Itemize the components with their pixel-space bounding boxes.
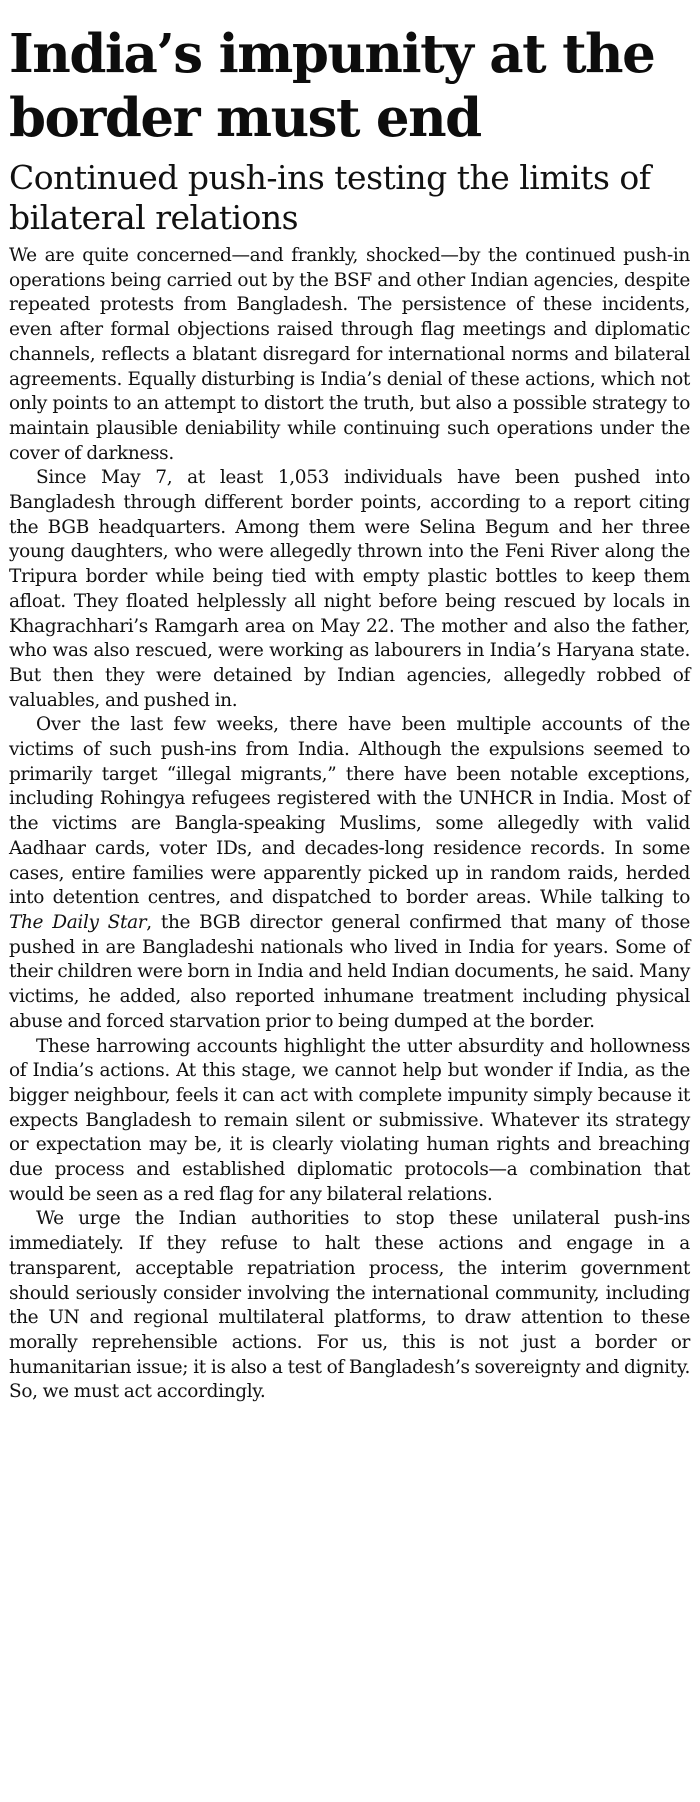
article-body bbox=[9, 244, 690, 1405]
paragraph-3-text-after: , the BGB director general confirmed that many of those pushed in are Bangladeshi nationals who lived in India for years. Some of their children were born in India and held Indian documents, he said. Many victims, he added, also reported inhumane treatment including physical abuse and forced starvation prior to being dumped at the border. bbox=[9, 911, 690, 1032]
paragraph-2: Since May 7, at least 1,053 individuals have been pushed into Bangladesh through different border points, according to a report citing the BGB headquarters. Among them were Selina Begum and her three young daughters, who were allegedly thrown into the Feni River along the Tripura border while being tied with empty plastic bottles to keep them afloat. They floated helplessly all night before being rescued by locals in Khagrachhari’s Ramgarh area on May 22. The mother and also the father, who was also rescued, were working as labourers in India’s Haryana state. But then they were detained by Indian agencies, allegedly robbed of valuables, and pushed in. bbox=[9, 467, 690, 711]
subheadline: Continued push-ins testing the limits of bilateral relations bbox=[9, 158, 651, 237]
paragraph-3-text-before: Over the last few weeks, there have been multiple accounts of the victims of such push-ins from India. Although the expulsions seemed to primarily target “illegal migrants,” there have been notable exceptions, including Rohingya refugees registered with the UNHCR in India. Most of the victims are Bangla-speaking Muslims, some allegedly with valid Aadhaar cards, voter IDs, and decades-long residence records. In some cases, entire families were apparently picked up in random raids, herded into detention centres, and dispatched to border areas. While talking to bbox=[9, 714, 690, 909]
publication-name: The Daily Star bbox=[9, 911, 147, 933]
headline: India’s impunity at the border must end bbox=[9, 23, 655, 149]
paragraph-3 bbox=[9, 713, 690, 1034]
paragraph-5: We urge the Indian authorities to stop these unilateral push-ins immediately. If they refuse to halt these actions and engage in a transparent, acceptable repatriation process, the interim government should seriously consider involving the international community, including the UN and regional multilateral platforms, to draw attention to these morally reprehensible actions. For us, this is not just a border or humanitarian issue; it is also a test of Bangladesh’s sovereignty and dignity. So, we must act accordingly. bbox=[9, 1208, 690, 1403]
paragraph-1: We are quite concerned—and frankly, shocked—by the continued push-in operations being carried out by the BSF and other Indian agencies, despite repeated protests from Bangladesh. The persistence of these incidents, even after formal objections raised through flag meetings and diplomatic channels, reflects a blatant disregard for international norms and bilateral agreements. Equally disturbing is India’s denial of these actions, which not only points to an attempt to distort the truth, but also a possible strategy to maintain plausible deniability while continuing such operations under the cover of darkness. bbox=[9, 245, 690, 464]
paragraph-4: These harrowing accounts highlight the utter absurdity and hollowness of India’s actions. At this stage, we cannot help but wonder if India, as the bigger neighbour, feels it can act with complete impunity simply because it expects Bangladesh to remain silent or submissive. Whatever its strategy or expectation may be, it is clearly violating human rights and breaching due process and established diplomatic protocols—a combination that would be seen as a red flag for any bilateral relations. bbox=[9, 1035, 690, 1205]
